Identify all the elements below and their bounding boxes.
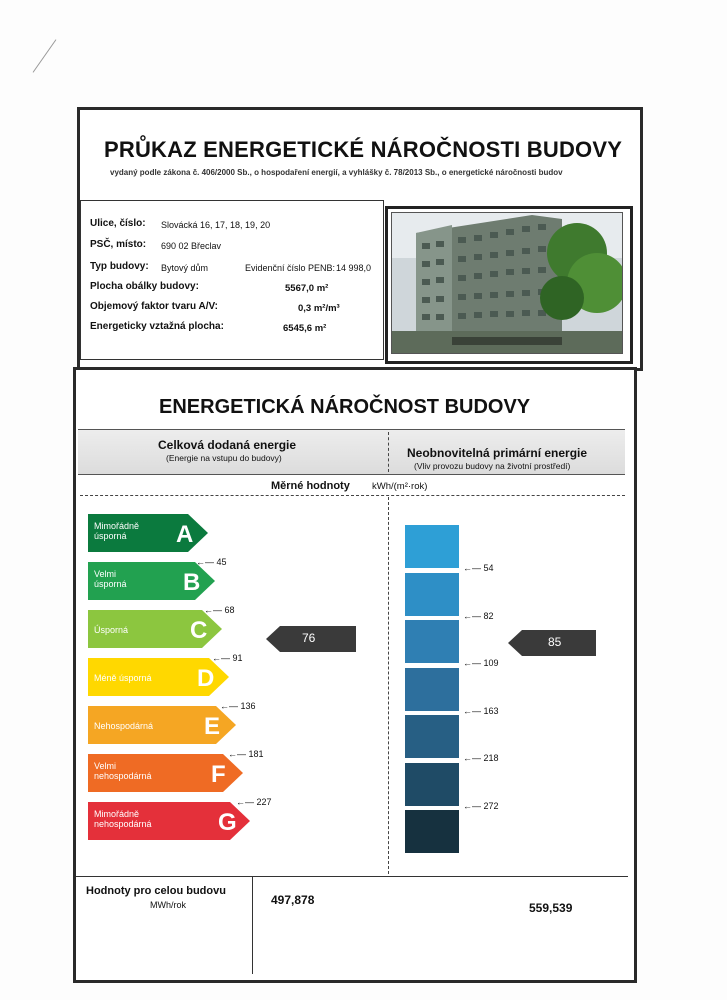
right-threshold: ←— 163 (463, 705, 499, 716)
shape-factor-value: 0,3 m²/m³ (298, 303, 340, 314)
certificate-subtitle: vydaný podle zákona č. 406/2000 Sb., o hospodaření energií, a vyhlášky č. 78/2013 Sb., o energetické náročnosti budov (110, 168, 563, 177)
reference-area-label: Energeticky vztažná plocha: (90, 321, 224, 332)
primary-energy-bar (405, 763, 459, 806)
right-column-head: Neobnovitelná primární energie (407, 446, 588, 460)
reference-area-value: 6545,6 m² (283, 323, 327, 334)
energy-class-label: úsporná (94, 579, 127, 589)
energy-class-label: Velmi (94, 569, 117, 579)
left-value-marker (266, 626, 356, 652)
left-threshold: ←— 68 (204, 605, 235, 615)
energy-class-e (88, 706, 236, 744)
psc-value: 690 02 Břeclav (161, 241, 222, 251)
energy-class-label: nehospodárná (94, 771, 152, 781)
primary-energy-bar (405, 525, 459, 568)
left-threshold: ←— 91 (212, 653, 243, 663)
energy-class-scale (88, 512, 258, 852)
columns-divider (388, 432, 389, 472)
energy-class-letter: E (204, 713, 221, 740)
totals-row-border (76, 876, 628, 877)
specific-values-unit: kWh/(m²·rok) (372, 481, 428, 492)
totals-label: Hodnoty pro celou budovu (86, 885, 226, 897)
energy-class-label: nehospodárná (94, 819, 152, 829)
primary-energy-bar (405, 573, 459, 616)
energy-class-label: úsporná (94, 531, 127, 541)
shape-factor-label: Objemový faktor tvaru A/V: (90, 301, 218, 312)
street-label: Ulice, číslo: (90, 218, 146, 229)
dashed-separator (80, 495, 625, 496)
right-column-subhead: (Vliv provozu budovy na životní prostředí) (414, 461, 571, 471)
energy-class-d (88, 658, 229, 696)
left-value: 76 (302, 631, 316, 645)
totals-label-divider (252, 877, 253, 974)
scan-mark (33, 39, 57, 72)
center-dashed-divider (388, 497, 389, 874)
right-threshold: ←— 54 (463, 563, 494, 573)
energy-class-label: Mimořádně (94, 809, 140, 819)
totals-right-value: 559,539 (529, 901, 573, 915)
totals-unit: MWh/rok (150, 900, 186, 910)
energy-class-a (88, 514, 208, 552)
building-type-label: Typ budovy: (90, 261, 149, 272)
street-value: Slovácká 16, 17, 18, 19, 20 (161, 220, 271, 230)
primary-energy-bar (405, 715, 459, 758)
penb-number-value: 14 998,0 (336, 263, 372, 273)
left-column-subhead: (Energie na vstupu do budovy) (166, 453, 282, 463)
energy-class-label: Méně úsporná (94, 673, 152, 683)
right-threshold: ←— 272 (463, 800, 499, 811)
primary-energy-bar (405, 668, 459, 711)
energy-class-label: Velmi (94, 761, 117, 771)
right-threshold: ←— 109 (463, 658, 499, 668)
energy-class-letter: G (218, 809, 237, 836)
energy-class-letter: B (183, 569, 201, 596)
right-threshold: ←— 82 (463, 610, 494, 621)
right-value-marker (508, 630, 596, 656)
left-threshold: ←— 227 (236, 797, 272, 807)
totals-left-value: 497,878 (271, 893, 315, 907)
left-threshold: ←— 181 (228, 749, 264, 759)
primary-energy-bar (405, 620, 459, 663)
psc-label: PSČ, místo: (90, 239, 147, 250)
energy-class-label: Nehospodárná (94, 721, 154, 731)
energy-class-label: Úsporná (94, 625, 129, 635)
energy-class-letter: C (190, 617, 208, 644)
building-photo (391, 212, 623, 354)
certificate-title: PRŮKAZ ENERGETICKÉ NÁROČNOSTI BUDOVY (104, 137, 623, 162)
energy-class-c (88, 610, 222, 648)
building-type-value: Bytový dům (161, 263, 209, 273)
primary-energy-bar (405, 810, 459, 853)
envelope-area-value: 5567,0 m² (285, 283, 329, 294)
right-threshold: ←— 218 (463, 753, 499, 763)
energy-class-letter: A (176, 521, 194, 548)
energy-class-label: Mimořádně (94, 521, 140, 531)
right-value: 85 (548, 635, 562, 649)
energy-class-f (88, 754, 243, 792)
specific-values-label: Měrné hodnoty (271, 480, 350, 492)
energy-class-g (88, 802, 250, 840)
left-column-head: Celková dodaná energie (158, 438, 297, 452)
left-threshold: ←— 45 (196, 557, 227, 567)
section-title: ENERGETICKÁ NÁROČNOST BUDOVY (159, 396, 531, 418)
penb-number-label: Evidenční číslo PENB: (245, 263, 336, 273)
left-threshold: ←— 136 (220, 701, 256, 711)
envelope-area-label: Plocha obálky budovy: (90, 281, 199, 292)
energy-class-letter: F (211, 761, 226, 788)
energy-class-b (88, 562, 215, 600)
energy-class-letter: D (197, 665, 215, 692)
